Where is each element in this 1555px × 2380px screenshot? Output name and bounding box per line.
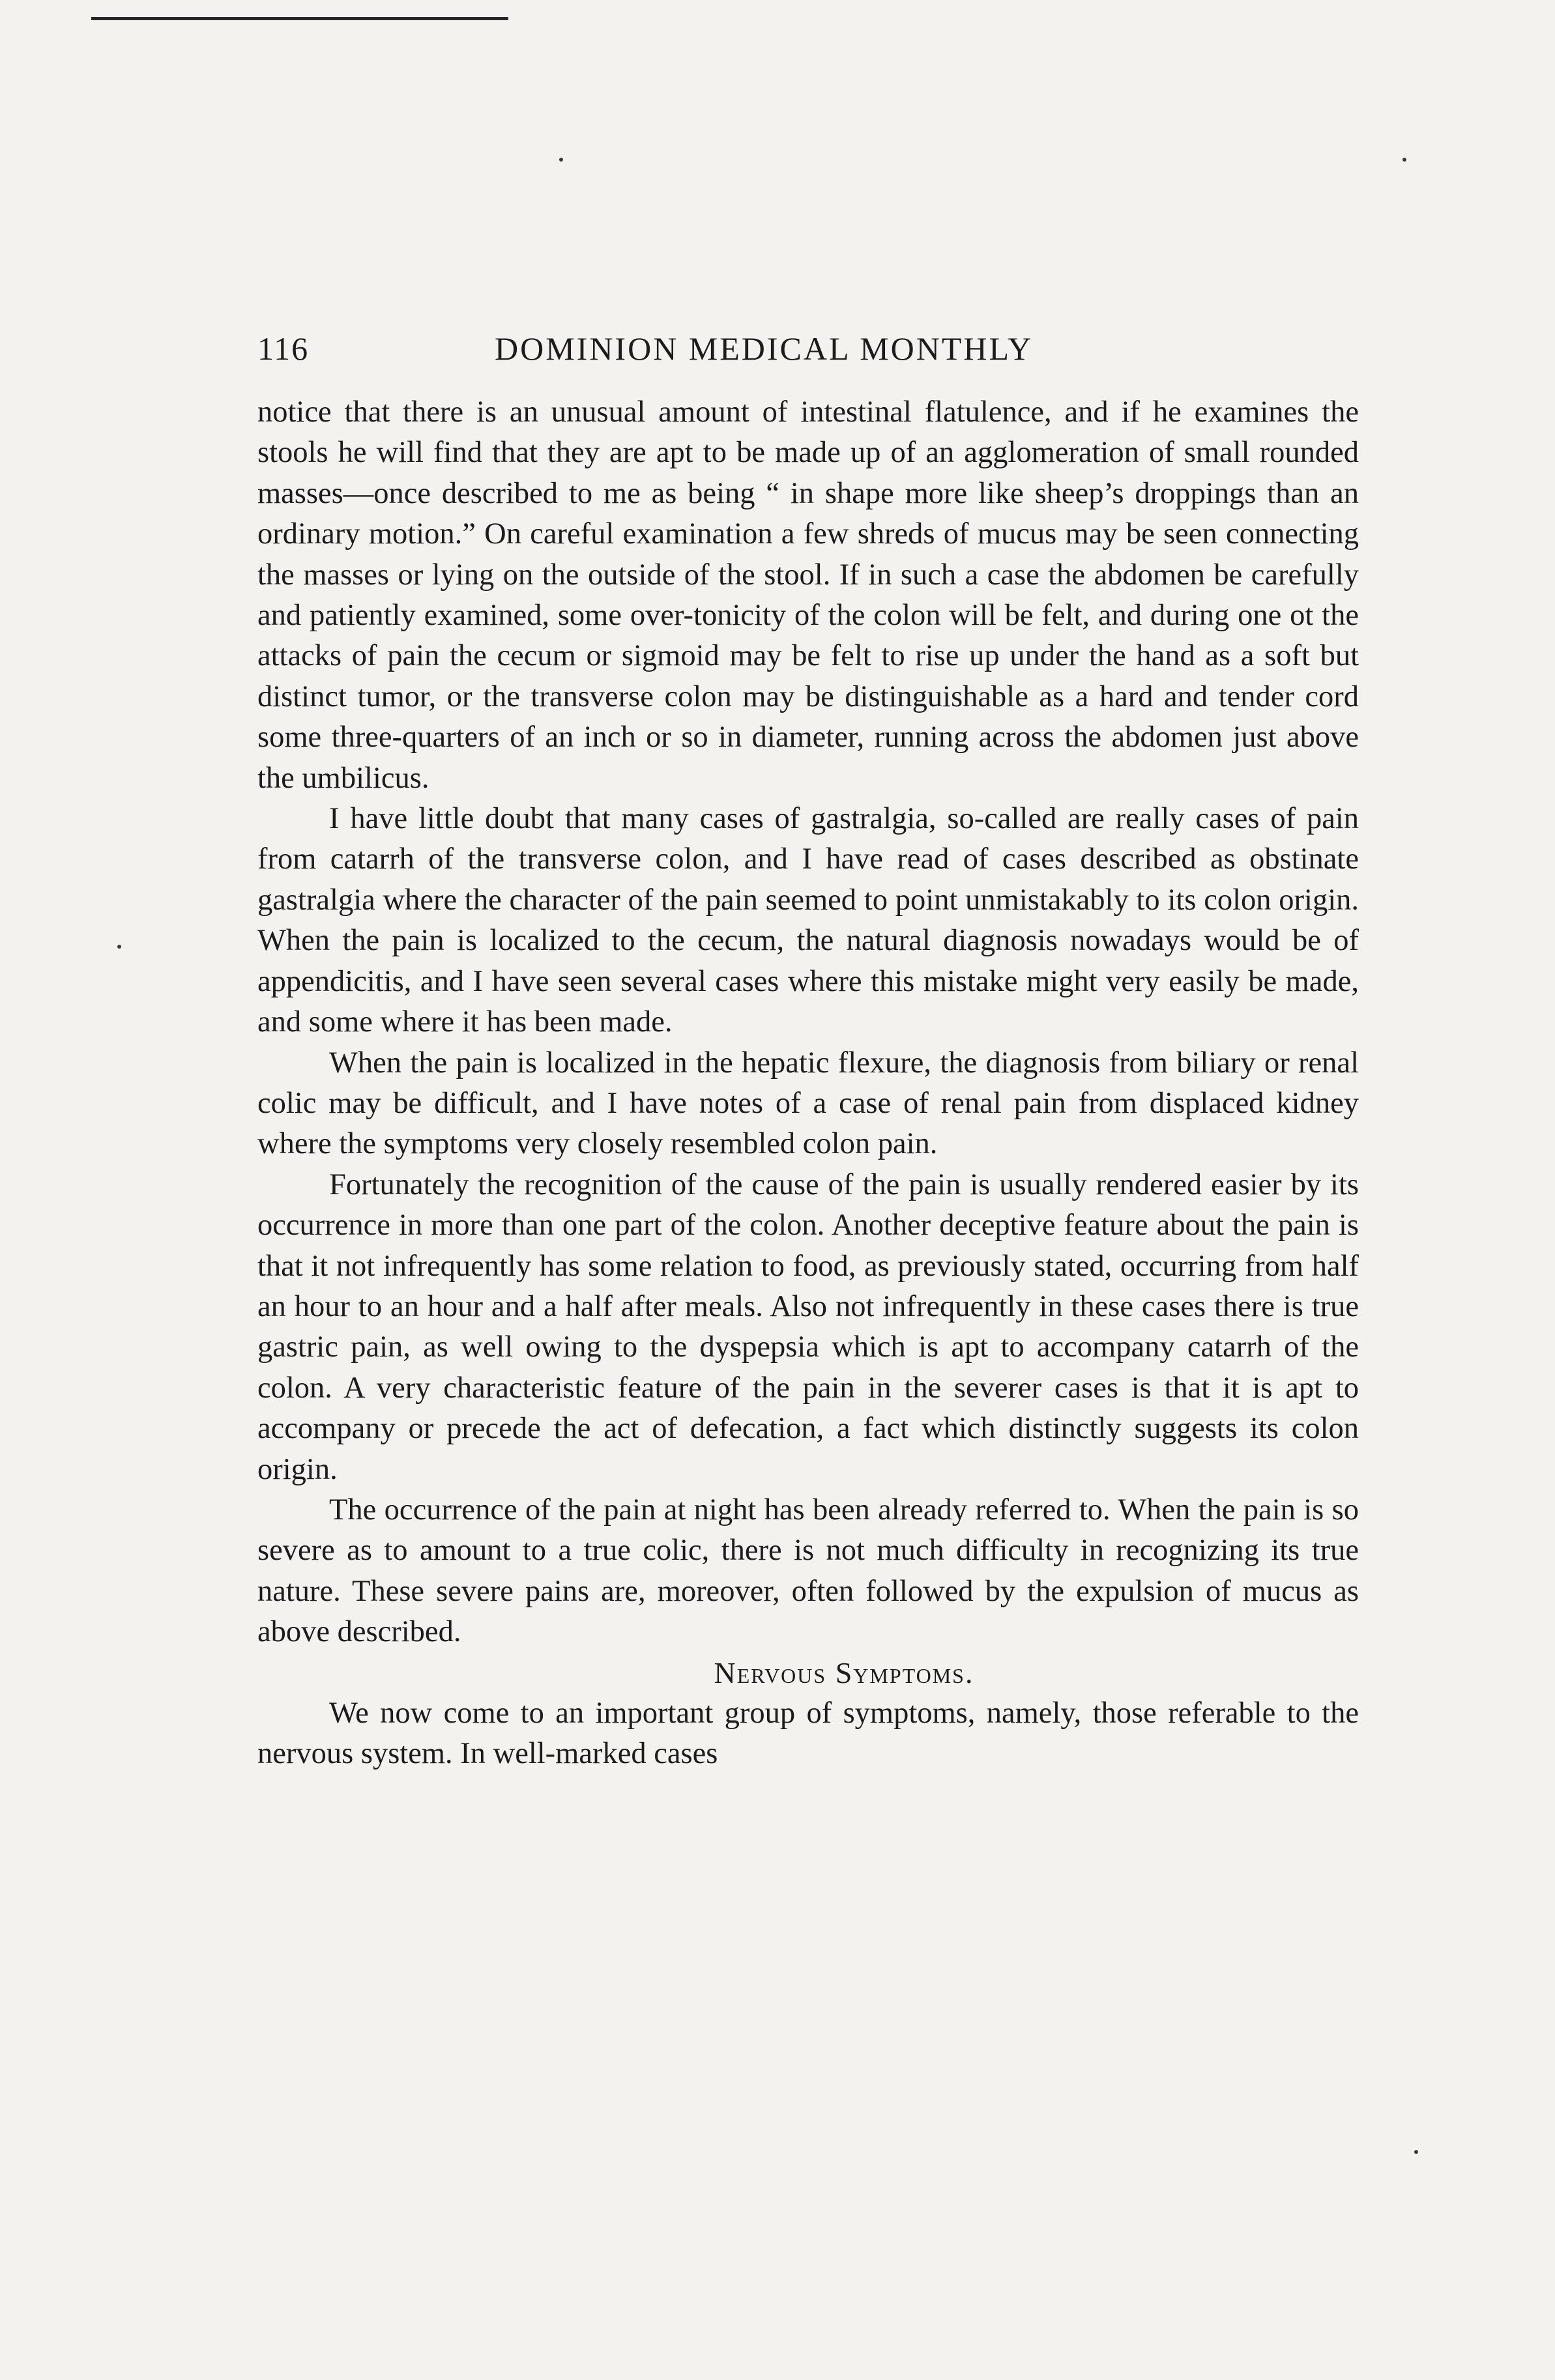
paragraph: Fortunately the recognition of the cause of the pain is usually rendered easier by its occurrence in more than one part of the colon. Another deceptive feature about the pain is that it not infrequently has some relation to food, as previously stated, occurring from half an hour to an hour and a half after meals. Also not infrequently in these cases there is true gastric pain, as well owing to the dyspepsia which is apt to accompany catarrh of the colon. A very characteristic feature of the pain in the severer cases is that it is apt to accompany or precede the act of defecation, a fact which distinctly suggests its colon origin. <box>257 1168 1359 1486</box>
paragraph: notice that there is an unusual amount of intestinal flatulence, and if he examines the stools he will find that they are apt to be made up of an agglomeration of small rounded masses—once described to me as being “ in shape more like sheep’s droppings than an ordinary motion.” On careful examination a few shreds of mucus may be seen connecting the masses or lying on the outside of the stool. If in such a case the abdomen be carefully and patiently examined, some over-tonicity of the colon will be felt, and during one ot the attacks of pain the cecum or sigmoid may be felt to rise up under the hand as a soft but distinct tumor, or the transverse colon may be distinguishable as a hard and tender cord some three-quarters of an inch or so in diameter, running across the abdomen just above the umbilicus. <box>257 395 1359 795</box>
running-head: DOMINION MEDICAL MONTHLY <box>495 330 1034 367</box>
scan-speck <box>1402 158 1406 162</box>
scan-speck <box>117 945 121 949</box>
paragraph: The occurrence of the pain at night has been already referred to. When the pain is so severe as to amount to a true colic, there is not much difficulty in recognizing its true nature. These severe pains are, moreover, often followed by the expulsion of mucus as above described. <box>257 1493 1359 1649</box>
paragraph: I have little doubt that many cases of gastralgia, so-called are really cases of pain from catarrh of the transverse colon, and I have read of cases described as obstinate gastralgia where the character of the pain seemed to point unmistakably to its colon origin. When the pain is localized to the cecum, the natural diagnosis nowadays would be of appendicitis, and I have seen several cases where this mistake might very easily be made, and some where it has been made. <box>257 802 1359 1039</box>
scan-speck <box>559 158 563 162</box>
article-body <box>257 392 1359 1774</box>
page-header <box>257 330 1359 377</box>
section-heading: Nervous Symptoms. <box>714 1656 974 1689</box>
paragraph: When the pain is localized in the hepatic flexure, the diagnosis from biliary or renal colic may be difficult, and I have notes of a case of renal pain from displaced kidney where the symptoms very closely resembled colon pain. <box>257 1046 1359 1161</box>
scan-speck <box>1414 2150 1418 2154</box>
paragraph: We now come to an important group of symptoms, namely, those referable to the nervous system. In well-marked cases <box>257 1696 1359 1770</box>
top-scan-rule <box>91 17 508 20</box>
page-number: 116 <box>257 330 310 367</box>
